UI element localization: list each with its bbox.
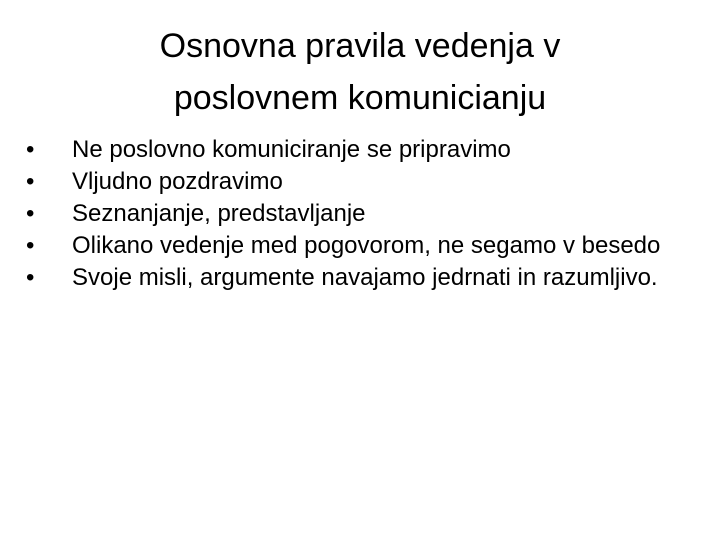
- slide-title: [100, 20, 620, 124]
- bullet-text: Vljudno pozdravimo: [72, 168, 283, 195]
- bullet-list: [26, 134, 676, 294]
- bullet-dot-icon: •: [26, 200, 35, 227]
- bullet-dot-icon: •: [26, 232, 35, 259]
- bullet-text: Olikano vedenje med pogovorom, ne segamo v besedo: [72, 232, 661, 259]
- bullet-text: Svoje misli, argumente navajamo jedrnati in razumljivo.: [72, 264, 658, 291]
- bullet-item: [26, 134, 676, 166]
- bullet-item: [26, 230, 676, 262]
- bullet-text: Seznanjanje, predstavljanje: [72, 200, 366, 227]
- slide-title-line-1: Osnovna pravila vedenja v: [159, 27, 561, 65]
- bullet-text: Ne poslovno komuniciranje se pripravimo: [72, 136, 511, 163]
- bullet-dot-icon: •: [26, 136, 35, 163]
- bullet-item: [26, 262, 676, 294]
- bullet-item: [26, 166, 676, 198]
- bullet-dot-icon: •: [26, 264, 35, 291]
- bullet-item: [26, 198, 676, 230]
- slide-title-line-2: poslovnem komunicianju: [173, 79, 547, 117]
- bullet-dot-icon: •: [26, 168, 35, 195]
